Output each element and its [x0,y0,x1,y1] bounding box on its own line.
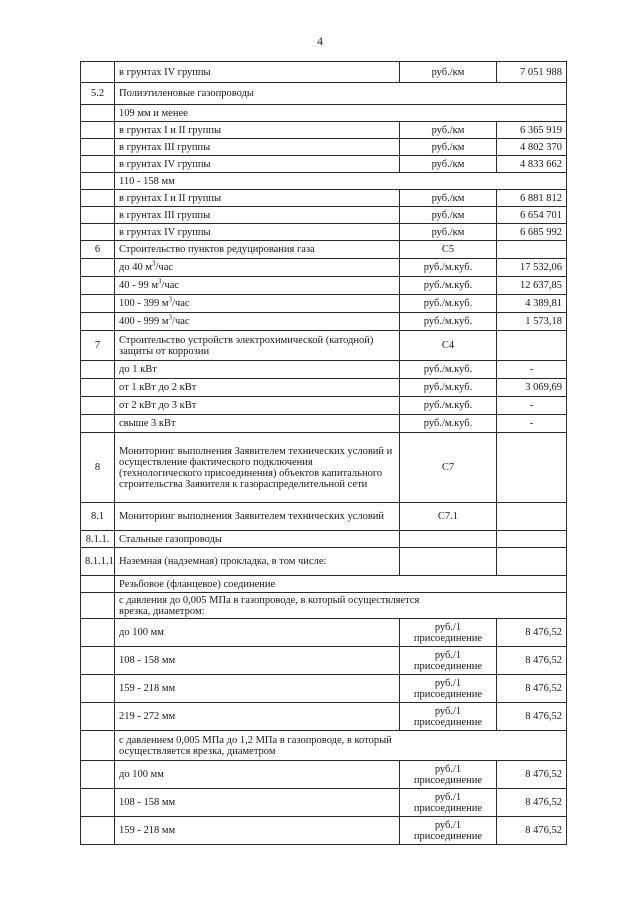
superscript: 3 [152,259,156,268]
row-number [81,313,115,331]
row-name: 110 - 158 мм [115,173,567,190]
table-row [81,703,567,731]
table-row [81,156,567,173]
table-row [81,593,567,619]
row-number [81,156,115,173]
table-row [81,295,567,313]
row-number [81,122,115,139]
row-name: 108 - 158 мм [115,647,400,675]
table-row [81,397,567,415]
row-unit: руб./м.куб. [400,313,497,331]
row-code: C4 [400,331,497,361]
row-value: 6 685 992 [497,224,567,241]
row-value: 3 069,69 [497,379,567,397]
row-name: в грунтах III группы [115,139,400,156]
row-name: с давлением 0,005 МПа до 1,2 МПа в газопроводе, в который осуществляется врезка, диаметром [115,731,567,761]
row-name: в грунтах IV группы [115,62,400,83]
row-name: в грунтах I и II группы [115,122,400,139]
row-name: Наземная (надземная) прокладка, в том числе: [115,548,400,576]
row-unit: руб./км [400,122,497,139]
row-unit: руб./м.куб. [400,259,497,277]
row-unit: руб./м.куб. [400,361,497,379]
table-row [81,62,567,83]
row-code: C7 [400,433,497,503]
table-row [81,817,567,845]
row-value: 8 476,52 [497,647,567,675]
row-name: 219 - 272 мм [115,703,400,731]
row-value [497,241,567,259]
row-unit: руб./1 присоединение [400,703,497,731]
row-name: Резьбовое (фланцевое) соединение [115,576,567,593]
row-name: Стальные газопроводы [115,531,400,548]
row-name: Мониторинг выполнения Заявителем технических условий и осуществление фактического подключения (технологического присоединения) объектов капитального строительства Заявителя к газораспределительной сети [115,433,400,503]
row-number [81,224,115,241]
table-row [81,531,567,548]
tariff-table [80,61,567,845]
row-number [81,817,115,845]
row-unit: руб./км [400,207,497,224]
row-name: свыше 3 кВт [115,415,400,433]
superscript: 3 [168,313,173,322]
row-unit: руб./м.куб. [400,277,497,295]
row-unit: руб./м.куб. [400,415,497,433]
row-number [81,731,115,761]
row-value: 8 476,52 [497,675,567,703]
row-unit: руб./км [400,224,497,241]
row-value: 6 654 701 [497,207,567,224]
row-name: Полиэтиленовые газопроводы [115,83,567,105]
row-name: в грунтах III группы [115,207,400,224]
name-part: /час [155,262,174,273]
row-value: - [497,415,567,433]
row-number [81,397,115,415]
name-part: /час [172,316,190,327]
table-row [81,190,567,207]
table-row [81,83,567,105]
row-number: 8.1.1.1 [81,548,115,576]
row-unit [400,531,497,548]
row-unit: руб./м.куб. [400,397,497,415]
row-name: с давления до 0,005 МПа в газопроводе, в который осуществляется врезка, диаметром: [115,593,567,619]
table-row [81,675,567,703]
row-code: C5 [400,241,497,259]
row-name [115,259,400,277]
row-name: Строительство устройств электрохимической (катодной) защиты от коррозии [115,331,400,361]
row-name [115,277,400,295]
row-value: 8 476,52 [497,789,567,817]
table-row [81,647,567,675]
row-unit [400,548,497,576]
row-number [81,703,115,731]
table-row [81,105,567,122]
row-name [115,295,400,313]
row-unit: руб./1 присоединение [400,761,497,789]
table-row [81,379,567,397]
row-number [81,173,115,190]
row-name: 159 - 218 мм [115,817,400,845]
table-row [81,548,567,576]
row-unit: руб./1 присоединение [400,647,497,675]
row-value: 8 476,52 [497,703,567,731]
table-row [81,503,567,531]
row-number [81,361,115,379]
table-row [81,313,567,331]
row-number: 8 [81,433,115,503]
row-number [81,379,115,397]
row-number [81,576,115,593]
row-name: в грунтах IV группы [115,224,400,241]
row-unit: руб./км [400,139,497,156]
table-row [81,259,567,277]
row-number [81,619,115,647]
row-name: до 100 мм [115,619,400,647]
row-value: - [497,397,567,415]
table-row [81,415,567,433]
table-row [81,241,567,259]
row-value: 12 637,85 [497,277,567,295]
row-name: 159 - 218 мм [115,675,400,703]
name-part: 40 - 99 м [119,280,159,291]
row-number: 8.1.1. [81,531,115,548]
row-number [81,761,115,789]
table-row [81,277,567,295]
row-name: 109 мм и менее [115,105,567,122]
table-row [81,576,567,593]
row-unit: руб./м.куб. [400,295,497,313]
table-row [81,361,567,379]
table-row [81,173,567,190]
row-unit: руб./1 присоединение [400,675,497,703]
row-value: 4 833 662 [497,156,567,173]
row-number [81,190,115,207]
row-name: от 2 кВт до 3 кВт [115,397,400,415]
table-row [81,761,567,789]
page-number: 4 [317,34,323,48]
row-name: Мониторинг выполнения Заявителем технических условий [115,503,400,531]
row-number [81,415,115,433]
row-value: 17 532,06 [497,259,567,277]
row-number [81,139,115,156]
row-value [497,503,567,531]
row-number [81,675,115,703]
row-value [497,331,567,361]
row-value [497,548,567,576]
row-code: C7.1 [400,503,497,531]
row-value: 1 573,18 [497,313,567,331]
row-value: 7 051 988 [497,62,567,83]
table-row [81,731,567,761]
row-value: 6 881 812 [497,190,567,207]
row-value [497,531,567,548]
name-part: 400 - 999 м [119,316,169,327]
row-name: Строительство пунктов редуцирования газа [115,241,400,259]
row-number: 8.1 [81,503,115,531]
row-number [81,295,115,313]
row-name: в грунтах I и II группы [115,190,400,207]
name-part: /час [172,298,190,309]
row-value: - [497,361,567,379]
row-unit: руб./м.куб. [400,379,497,397]
table-row [81,139,567,156]
row-unit: руб./1 присоединение [400,817,497,845]
row-unit: руб./км [400,156,497,173]
row-number [81,593,115,619]
row-number [81,647,115,675]
row-name: до 1 кВт [115,361,400,379]
row-number: 6 [81,241,115,259]
row-number [81,277,115,295]
row-number [81,259,115,277]
table-row [81,433,567,503]
table-row [81,224,567,241]
row-number [81,207,115,224]
row-name: от 1 кВт до 2 кВт [115,379,400,397]
row-value: 8 476,52 [497,761,567,789]
table-row [81,331,567,361]
row-value: 8 476,52 [497,817,567,845]
row-name [115,313,400,331]
row-number [81,105,115,122]
superscript: 3 [168,295,173,304]
row-value: 6 365 919 [497,122,567,139]
row-number: 7 [81,331,115,361]
table-row [81,122,567,139]
row-name: до 100 мм [115,761,400,789]
row-unit: руб./1 присоединение [400,789,497,817]
row-unit: руб./1 присоединение [400,619,497,647]
row-number [81,789,115,817]
row-unit: руб./км [400,62,497,83]
row-name: в грунтах IV группы [115,156,400,173]
row-unit: руб./км [400,190,497,207]
name-part: 100 - 399 м [119,298,169,309]
row-value: 8 476,52 [497,619,567,647]
row-value [497,433,567,503]
row-value: 4 802 370 [497,139,567,156]
table-row [81,619,567,647]
row-value: 4 389,81 [497,295,567,313]
row-number [81,62,115,83]
table-row [81,207,567,224]
row-number: 5.2 [81,83,115,105]
superscript: 3 [158,277,162,286]
name-part: до 40 м [119,262,152,273]
table-row [81,789,567,817]
name-part: /час [161,280,180,291]
row-name: 108 - 158 мм [115,789,400,817]
